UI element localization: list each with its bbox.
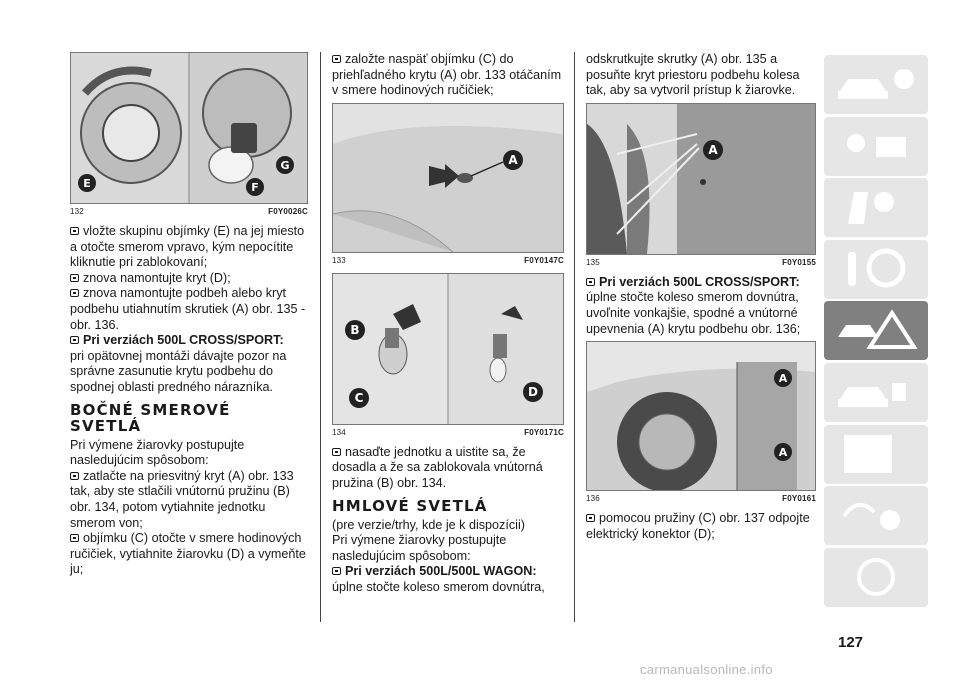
col3-version-note-title: Pri verziách 500L CROSS/SPORT: (586, 275, 816, 291)
tab-steering-key[interactable] (824, 240, 928, 299)
col2-step-refit-unit: nasaďte jednotku a uistite sa, že dosadla a že sa zablokovala vnútorná pružina (B) obr. 134. (332, 445, 564, 492)
figure-135-illustration (587, 104, 815, 254)
col1-step-refit-wheelarch: znova namontujte podbeh alebo kryt podbehu utiahnutím skrutiek (A) obr. 135 - obr. 136. (70, 286, 308, 333)
figure-136-caption (586, 494, 816, 503)
figure-134-code: F0Y0171C (524, 427, 564, 437)
figure-133-label-a: A (508, 152, 518, 167)
figure-136-label-a-top: A (778, 372, 788, 386)
column-divider-1 (320, 52, 321, 622)
column-1 (70, 52, 308, 578)
figure-134-label-b: B (350, 322, 360, 337)
page-number: 127 (838, 634, 864, 651)
col3-step-unscrew: odskrutkujte skrutky (A) obr. 135 a posuňte kryt priestoru podbehu kolesa tak, aby sa vytvoril prístup k žiarovke. (586, 52, 800, 98)
tab-emergency[interactable] (824, 301, 928, 360)
emergency-icon (834, 307, 918, 353)
tab-maintenance[interactable] (824, 363, 928, 422)
tab-multimedia[interactable] (824, 486, 928, 545)
multimedia-icon (834, 492, 918, 538)
index-icon (834, 554, 918, 600)
figure-132-label-g: G (280, 159, 290, 172)
figure-136-illustration (587, 342, 815, 490)
figure-134-label-d: D (528, 384, 538, 399)
tab-warning-lights[interactable] (824, 117, 928, 176)
tab-technical-data[interactable] (824, 425, 928, 484)
column-2 (332, 52, 564, 596)
figure-132-caption (70, 207, 308, 216)
section-heading-side-indicators: BOČNÉ SMEROVÉ SVETLÁ (70, 400, 231, 435)
section-heading-fog-lights: HMLOVÉ SVETLÁ (332, 496, 488, 515)
col1-step-rotate-socket: objímku (C) otočte v smere hodinových ručičiek, vytiahnite žiarovku (D) a vymeňte ju; (70, 531, 308, 578)
figure-136-code: F0Y0161 (782, 494, 816, 504)
figure-133-illustration (333, 104, 563, 252)
figure-132-illustration (71, 53, 307, 203)
figure-133-number: 133 (332, 255, 346, 265)
col2-version-note-text: úplne stočte koleso smerom dovnútra, (332, 579, 545, 594)
col3-step-disconnect: pomocou pružiny (C) obr. 137 odpojte elektrický konektor (D); (586, 511, 816, 542)
figure-132-number: 132 (70, 207, 84, 216)
figure-136 (586, 341, 816, 491)
figure-133-caption (332, 256, 564, 265)
col1-intro: Pri výmene žiarovky postupujte nasledujúcim spôsobom: (70, 437, 245, 468)
col2-intro: Pri výmene žiarovky postupujte nasledujúcim spôsobom: (332, 533, 507, 563)
col1-version-note-text: pri opätovnej montáži dávajte pozor na správne zasunutie krytu podbehu do spodnej oblasti predného nárazníka. (70, 348, 287, 394)
col2-availability-note: (pre verzie/trhy, kde je k dispozícii) (332, 517, 525, 532)
figure-135-label-a: A (708, 142, 718, 157)
airbag-seat-icon (834, 184, 918, 230)
figure-134-caption (332, 428, 564, 437)
figure-134-label-c: C (354, 390, 364, 405)
col3-version-note-text: úplne stočte koleso smerom dovnútra, uvoľnite vonkajšie, spodné a vnútorné upevnenia (A) krytu podbehu obr. 136; (586, 290, 801, 336)
figure-133-code: F0Y0147C (524, 255, 564, 265)
tab-index[interactable] (824, 548, 928, 607)
figure-134-illustration (333, 274, 563, 424)
figure-132-label-e: E (83, 177, 91, 190)
col2-version-note-title: Pri verziách 500L/500L WAGON: (332, 564, 564, 580)
figure-135-number: 135 (586, 257, 600, 267)
steering-key-icon (834, 246, 918, 292)
figure-133 (332, 103, 564, 253)
col1-step-press-cover: zatlačte na priesvitný kryt (A) obr. 133 tak, aby ste stlačili vnútornú pružinu (B) obr. 134, potom vytiahnite jednotku smerom von; (70, 469, 308, 531)
warning-lights-icon (834, 123, 918, 169)
figure-134 (332, 273, 564, 425)
figure-134-number: 134 (332, 427, 346, 437)
car-info-icon (834, 61, 918, 107)
column-divider-2 (574, 52, 575, 622)
figure-136-number: 136 (586, 494, 600, 504)
figure-135 (586, 103, 816, 255)
col1-version-note-title: Pri verziách 500L CROSS/SPORT: (70, 333, 308, 349)
technical-data-icon (834, 431, 918, 477)
col2-step-refit-socket: založte naspäť objímku (C) do priehľadného krytu (A) obr. 133 otáčaním v smere hodinových ručičiek; (332, 52, 564, 99)
figure-132 (70, 52, 308, 204)
tab-car-info[interactable] (824, 55, 928, 114)
watermark: carmanualsonline.info (640, 662, 773, 677)
figure-132-label-f: F (251, 181, 259, 194)
figure-135-code: F0Y0155 (782, 257, 816, 267)
tab-airbag-seat[interactable] (824, 178, 928, 237)
col1-step-refit-cover: znova namontujte kryt (D); (70, 271, 308, 287)
column-3 (586, 52, 816, 542)
figure-135-caption (586, 258, 816, 267)
figure-136-label-a-bottom: A (778, 446, 788, 460)
figure-132-code: F0Y0026C (268, 207, 308, 216)
col1-step-insert-socket: vložte skupinu objímky (E) na jej miesto a otočte smerom vpravo, kým nepocítite kliknutie pri zablokovaní; (70, 224, 308, 271)
chapter-tabs (824, 55, 928, 609)
maintenance-icon (834, 369, 918, 415)
